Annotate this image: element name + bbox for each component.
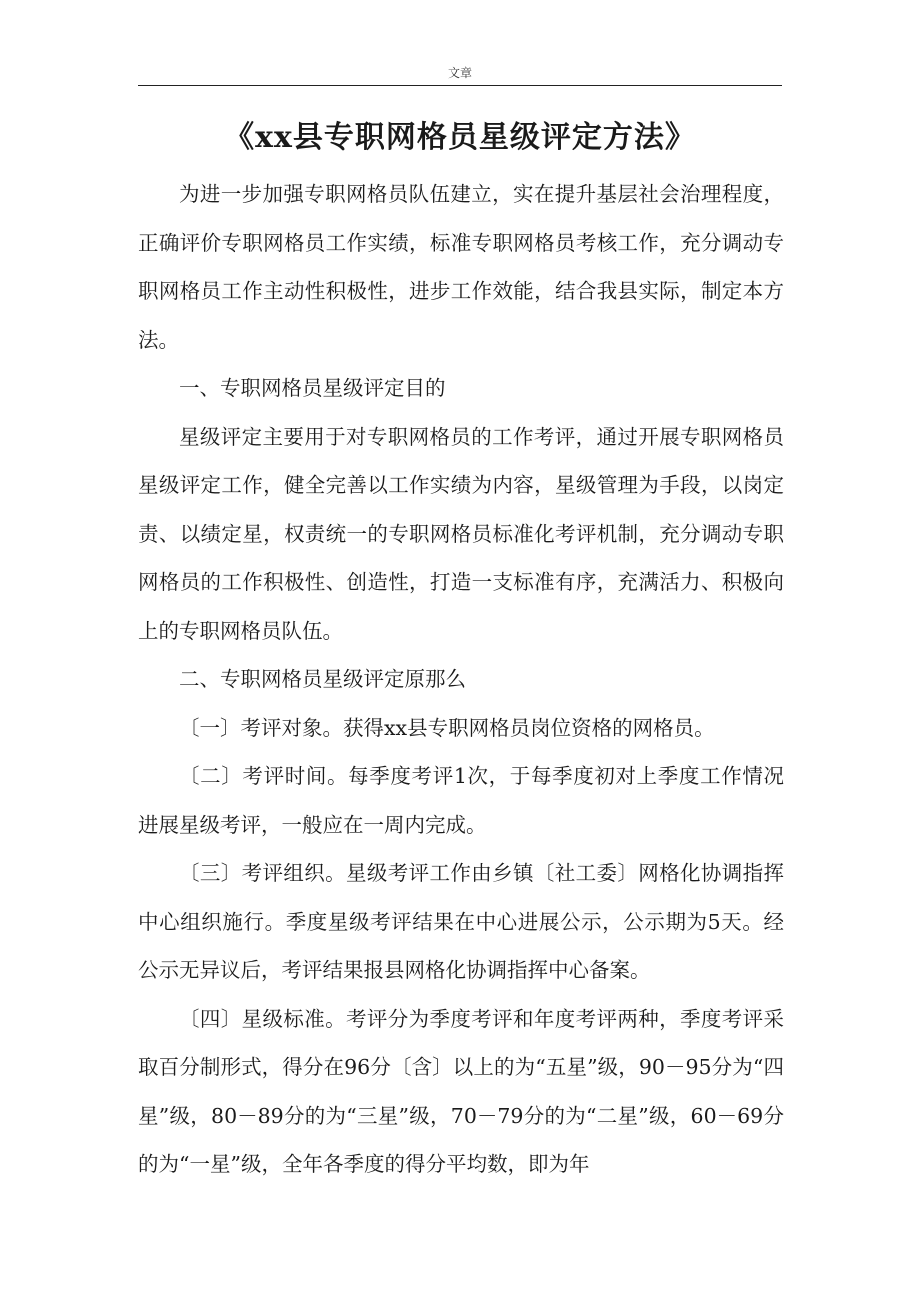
paragraph-time: 〔二〕考评时间。每季度考评1次，于每季度初对上季度工作情况进展星级考评，一般应在一周内完成。 xyxy=(138,764,784,837)
paragraph-intro: 为进一步加强专职网格员队伍建立，实在提升基层社会治理程度，正确评价专职网格员工作实绩，标准专职网格员考核工作，充分调动专职网格员工作主动性积极性，进步工作效能，结合我县实际，制定本方法。 xyxy=(138,182,784,352)
section-heading-2: 二、专职网格员星级评定原那么 xyxy=(179,667,466,691)
paragraph-star-standard: 〔四〕星级标准。考评分为季度考评和年度考评两种，季度考评采取百分制形式，得分在96分〔含〕以上的为“五星”级，90－95分为“四星”级，80－89分的为“三星”级，70－79分的为“二星”级，60－69分的为“一星”级，全年各季度的得分平均数，即为年 xyxy=(138,1006,784,1176)
section-heading-1: 一、专职网格员星级评定目的 xyxy=(179,376,446,400)
paragraph-organization: 〔三〕考评组织。星级考评工作由乡镇〔社工委〕网格化协调指挥中心组织施行。季度星级考评结果在中心进展公示，公示期为5天。经公示无异议后，考评结果报县网格化协调指挥中心备案。 xyxy=(138,861,784,982)
page-header: 文章 xyxy=(447,66,472,80)
document-body xyxy=(138,170,784,1189)
header-divider xyxy=(138,85,782,86)
paragraph-subject: 〔一〕考评对象。获得xx县专职网格员岗位资格的网格员。 xyxy=(179,715,715,740)
paragraph-purpose: 星级评定主要用于对专职网格员的工作考评，通过开展专职网格员星级评定工作，健全完善以工作实绩为内容，星级管理为手段，以岗定责、以绩定星，权责统一的专职网格员标准化考评机制，充分调动专职网格员的工作积极性、创造性，打造一支标准有序，充满活力、积极向上的专职网格员队伍。 xyxy=(138,424,784,643)
document-title: 《xx县专职网格员星级评定方法》 xyxy=(224,120,696,155)
